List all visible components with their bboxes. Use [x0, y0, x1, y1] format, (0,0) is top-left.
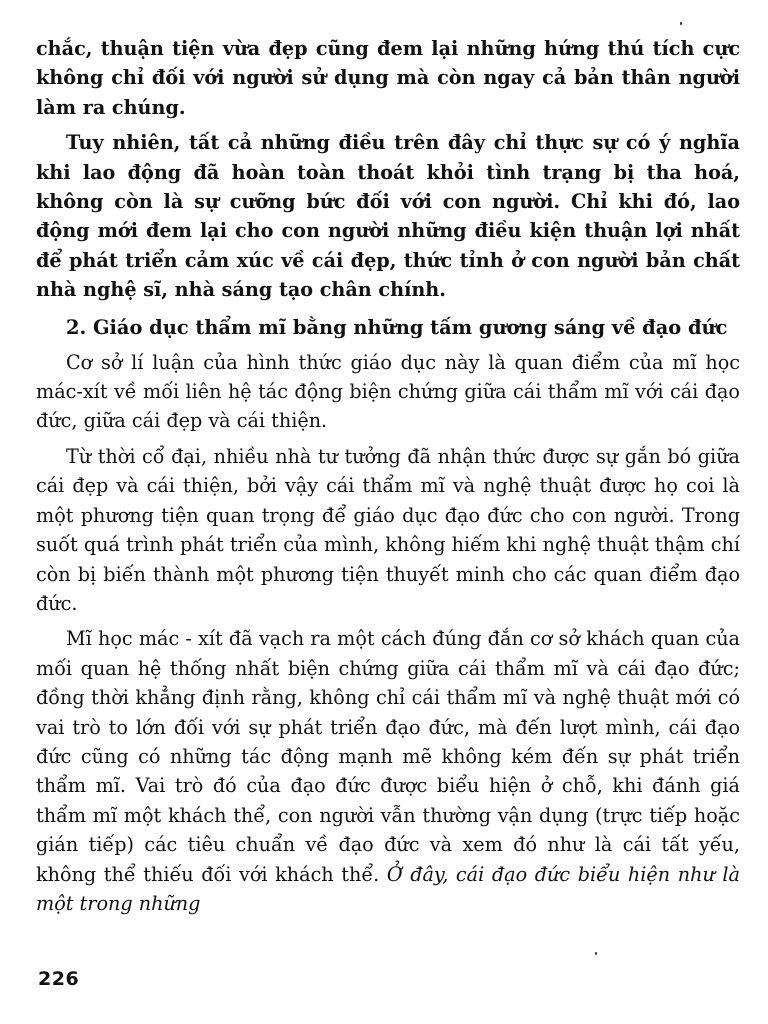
paragraph-theory-basis: Cơ sở lí luận của hình thức giáo dục này là quan điểm của mĩ học mác-xít về mối liên hệ tác động biện chứng giữa cái thẩm mĩ với cái đạo đức, giữa cái đẹp và cái thiện. — [36, 350, 740, 433]
paragraph-marxist-aesthetics — [36, 624, 740, 918]
scan-speck — [595, 952, 597, 955]
paragraph-marxist-aesthetics-text: Mĩ học mác - xít đã vạch ra một cách đúng đắn cơ sở khách quan của mối quan hệ thống nhất biện chứng giữa cái thẩm mĩ và cái đạo đức; đồng thời khẳng định rằng, không chỉ cái thẩm mĩ và nghệ thuật mới có vai trò to lớn đối với sự phát triển đạo đức, mà đến lượt mình, cái đạo đức cũng có những tác động mạnh mẽ không kém đến sự phát triển thẩm mĩ. Vai trò đó của đạo đức được biểu hiện ở chỗ, khi đánh giá thẩm mĩ một khách thể, con người vẫn thường vận dụng (trực tiếp hoặc gián tiếp) các tiêu chuẩn về đạo đức và xem đó như là cái tất yếu, không thể thiếu đối với khách thể. — [36, 627, 740, 886]
page-content — [36, 34, 740, 924]
paragraph-labor: Tuy nhiên, tất cả những điều trên đây chỉ thực sự có ý nghĩa khi lao động đã hoàn toàn thoát khỏi tình trạng bị tha hoá, không còn là sự cưỡng bức đối với con người. Chỉ khi đó, lao động mới đem lại cho con người những điều kiện thuận lợi nhất để phát triển cảm xúc về cái đẹp, thức tỉnh ở con người bản chất nhà nghệ sĩ, nhà sáng tạo chân chính. — [36, 131, 740, 302]
paragraph-italic-tail: Ở đây, cái đạo đức biểu hiện như là một trong những — [36, 862, 740, 915]
paragraph-ancient-thinkers: Từ thời cổ đại, nhiều nhà tư tưởng đã nhận thức được sự gắn bó giữa cái đẹp và cái thiện, bởi vậy cái thẩm mĩ và nghệ thuật được họ coi là một phương tiện quan trọng để giáo dục đạo đức cho con người. Trong suốt quá trình phát triển của mình, không hiếm khi nghệ thuật thậm chí còn bị biến thành một phương tiện thuyết minh cho các quan điểm đạo đức. — [36, 444, 740, 615]
section-heading: 2. Giáo dục thẩm mĩ bằng những tấm gương sáng về đạo đức — [66, 315, 728, 339]
page-number: 226 — [38, 968, 80, 990]
paragraph-continuation: chắc, thuận tiện vừa đẹp cũng đem lại những hứng thú tích cực không chỉ đối với người sử dụng mà còn ngay cả bản thân người làm ra chúng. — [36, 37, 740, 119]
scan-speck — [680, 22, 682, 25]
